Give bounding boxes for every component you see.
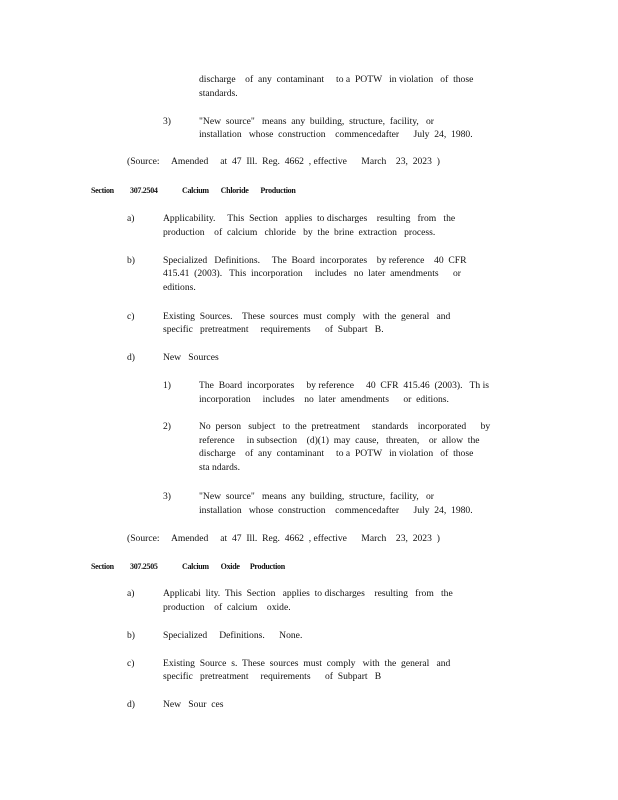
- subsection-text: New Sour ces: [163, 699, 224, 710]
- item-text: No person subject to the pretreatment standards incorporated by: [199, 421, 491, 432]
- subsection-text: Applicability. This Section applies to discharges resulting from the: [163, 213, 456, 224]
- continuation-line: standards.: [199, 88, 238, 99]
- section-number: 307.2505: [130, 562, 158, 571]
- subsection-text: 415.41 (2003). This incorporation includes no later amendments or: [163, 268, 461, 279]
- subsection-marker: b): [127, 630, 135, 641]
- subsection-marker: d): [127, 699, 135, 710]
- item-marker: 3): [163, 116, 171, 127]
- subsection-text: editions.: [163, 282, 196, 293]
- item-text: installation whose construction commencedafter July 24, 1980.: [199, 129, 473, 140]
- item-text: The Board incorporates by reference 40 CFR 415.46 (2003). Th is: [199, 380, 489, 391]
- item-text: "New source" means any building, structure, facility, or: [199, 116, 434, 127]
- subsection-text: specific pretreatment requirements of Subpart B.: [163, 324, 384, 335]
- item-marker: 1): [163, 380, 171, 391]
- item-marker: 3): [163, 491, 171, 502]
- item-text: installation whose construction commencedafter July 24, 1980.: [199, 505, 473, 516]
- section-label: Section: [91, 186, 114, 195]
- item-marker: 2): [163, 421, 171, 432]
- source-note: (Source: Amended at 47 Ill. Reg. 4662 , effective March 23, 2023 ): [127, 533, 440, 544]
- subsection-text: Applicabi lity. This Section applies to discharges resulting from the: [163, 588, 453, 599]
- subsection-text: specific pretreatment requirements of Subpart B: [163, 671, 382, 682]
- subsection-marker: d): [127, 352, 135, 363]
- subsection-text: Existing Sources. These sources must comply with the general and: [163, 311, 451, 322]
- section-label: Section: [91, 562, 114, 571]
- subsection-text: Specialized Definitions. None.: [163, 630, 303, 641]
- subsection-text: production of calcium oxide.: [163, 602, 291, 613]
- section-title: Calcium Chloride Production: [182, 186, 296, 195]
- item-text: incorporation includes no later amendments or editions.: [199, 394, 449, 405]
- item-text: discharge of any contaminant to a POTW in violation of those: [199, 448, 474, 459]
- section-title: Calcium Oxide Production: [182, 562, 285, 571]
- item-text: "New source" means any building, structure, facility, or: [199, 491, 434, 502]
- item-text: reference in subsection (d)(1) may cause, threaten, or allow the: [199, 435, 480, 446]
- section-number: 307.2504: [130, 186, 158, 195]
- subsection-marker: c): [127, 311, 135, 322]
- subsection-marker: c): [127, 658, 135, 669]
- subsection-marker: a): [127, 588, 135, 599]
- subsection-text: New Sources: [163, 352, 219, 363]
- item-text: sta ndards.: [199, 462, 241, 473]
- subsection-marker: b): [127, 255, 135, 266]
- subsection-text: Existing Source s. These sources must comply with the general and: [163, 658, 451, 669]
- subsection-text: Specialized Definitions. The Board incorporates by reference 40 CFR: [163, 255, 467, 266]
- continuation-line: discharge of any contaminant to a POTW in violation of those: [199, 74, 474, 85]
- source-note: (Source: Amended at 47 Ill. Reg. 4662 , effective March 23, 2023 ): [127, 156, 440, 167]
- subsection-marker: a): [127, 213, 135, 224]
- subsection-text: production of calcium chloride by the brine extraction process.: [163, 227, 436, 238]
